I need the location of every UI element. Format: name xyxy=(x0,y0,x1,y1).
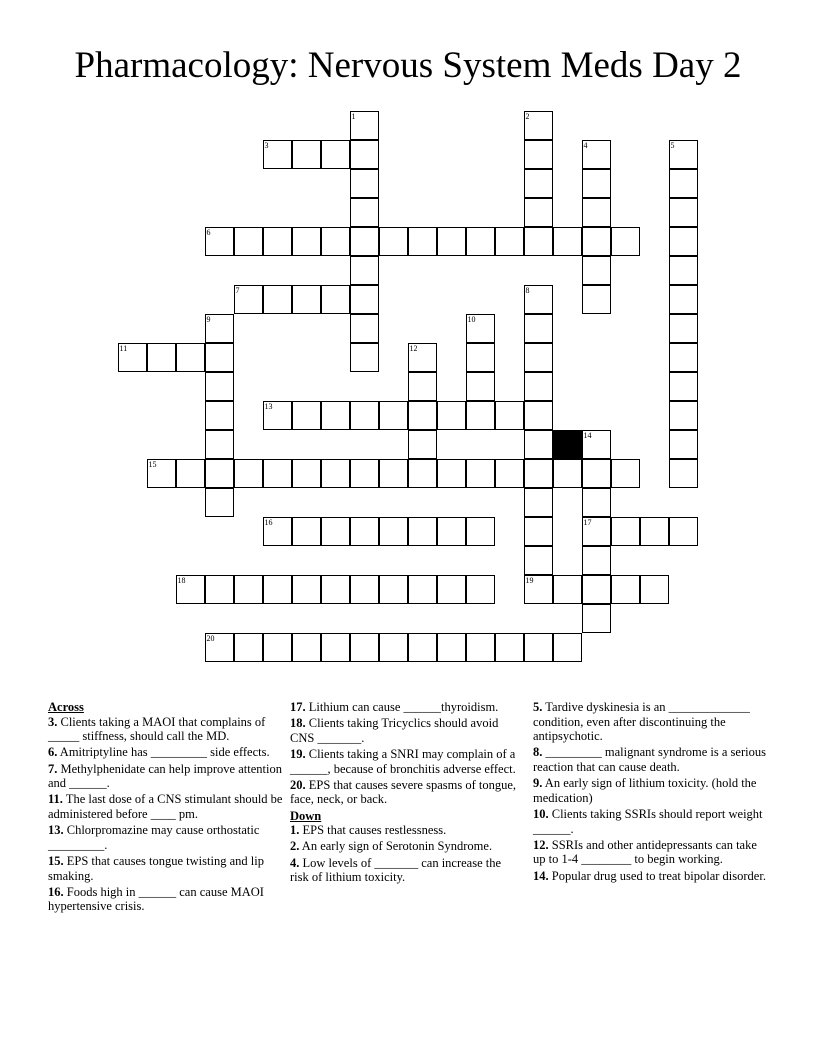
clue-number: 8 xyxy=(525,285,530,295)
puzzle-title: Pharmacology: Nervous System Meds Day 2 xyxy=(74,45,742,86)
grid-cell[interactable] xyxy=(263,633,292,662)
grid-cell[interactable] xyxy=(669,459,698,488)
grid-cell[interactable] xyxy=(495,227,524,256)
grid-cell[interactable] xyxy=(466,633,495,662)
grid-cell[interactable] xyxy=(350,140,379,169)
clue-down-14: 14. Popular drug used to treat bipolar disorder. xyxy=(533,868,766,883)
grid-cell[interactable] xyxy=(147,343,176,372)
clue-number: 15 xyxy=(148,459,157,469)
grid-cell[interactable] xyxy=(408,517,437,546)
grid-cell[interactable] xyxy=(466,372,495,401)
clue-across-7: 7. Methylphenidate can help improve attention and ______. xyxy=(48,761,282,791)
grid-cell[interactable] xyxy=(350,198,379,227)
grid-cell[interactable] xyxy=(524,430,553,459)
grid-cell[interactable] xyxy=(669,401,698,430)
grid-cell[interactable] xyxy=(379,517,408,546)
clue-number: 20 xyxy=(206,633,215,643)
clue-across-13: 13. Chlorpromazine may cause orthostatic _________. xyxy=(48,823,260,852)
clue-number: 3 xyxy=(264,140,269,150)
clue-down-12: 12. SSRIs and other antidepressants can take up to 1-4 ________ to begin working. xyxy=(533,837,757,867)
grid-cell[interactable] xyxy=(118,343,147,372)
clue-number: 11 xyxy=(119,343,128,353)
grid-cell[interactable] xyxy=(582,227,611,256)
clue-down-9: 9. An early sign of lithium toxicity. (hold the medication) xyxy=(533,776,757,805)
grid-cell[interactable] xyxy=(408,372,437,401)
grid-cell[interactable] xyxy=(205,372,234,401)
grid-cell[interactable] xyxy=(234,227,263,256)
grid-cell[interactable] xyxy=(292,140,321,169)
grid-cell[interactable] xyxy=(321,401,350,430)
grid-cell[interactable] xyxy=(524,401,553,430)
grid-cell[interactable] xyxy=(350,459,379,488)
grid-cell[interactable] xyxy=(176,343,205,372)
clue-across-19: 19. Clients taking a SNRI may complain of a ______, because of bronchitis adverse effect. xyxy=(290,746,516,776)
grid-cell[interactable] xyxy=(669,140,698,169)
grid-cell[interactable] xyxy=(611,517,640,546)
grid-cell[interactable] xyxy=(582,517,611,546)
grid-cell[interactable] xyxy=(205,227,234,256)
grid-cell[interactable] xyxy=(234,285,263,314)
grid-cell[interactable] xyxy=(408,459,437,488)
clue-number: 17 xyxy=(583,517,592,527)
clue-across-3: 3. Clients taking a MAOI that complains of _____ stiffness, should call the MD. xyxy=(48,714,266,744)
grid-cell[interactable] xyxy=(553,227,582,256)
grid-cell[interactable] xyxy=(582,285,611,314)
grid-cell[interactable] xyxy=(205,343,234,372)
grid-cell[interactable] xyxy=(582,459,611,488)
grid-cell[interactable] xyxy=(553,459,582,488)
clues-column-3 xyxy=(533,700,769,885)
clue-number: 18 xyxy=(177,575,186,585)
clue-across-11: 11. The last dose of a CNS stimulant should be administered before ____ pm. xyxy=(48,792,283,821)
clue-across-6: 6. Amitriptyline has _________ side effects. xyxy=(48,745,270,760)
clue-number: 19 xyxy=(525,575,534,585)
grid-cell[interactable] xyxy=(669,517,698,546)
clue-down-2: 2. An early sign of Serotonin Syndrome. xyxy=(290,839,493,854)
clue-number: 12 xyxy=(409,343,418,353)
grid-cell[interactable] xyxy=(292,227,321,256)
grid-cell[interactable] xyxy=(263,285,292,314)
clue-across-16: 16. Foods high in ______ can cause MAOI hypertensive crisis. xyxy=(48,884,264,914)
grid-cell[interactable] xyxy=(466,459,495,488)
grid-cell[interactable] xyxy=(292,401,321,430)
grid-cell[interactable] xyxy=(669,343,698,372)
grid-cell[interactable] xyxy=(321,140,350,169)
grid-cell[interactable] xyxy=(350,343,379,372)
grid-cell[interactable] xyxy=(669,198,698,227)
grid-cell[interactable] xyxy=(350,633,379,662)
clue-down-1: 1. EPS that causes restlessness. xyxy=(290,823,447,838)
grid-cell[interactable] xyxy=(176,575,205,604)
clue-number: 14 xyxy=(583,430,592,440)
grid-cell[interactable] xyxy=(582,198,611,227)
grid-cell[interactable] xyxy=(205,633,234,662)
grid-cell[interactable] xyxy=(234,459,263,488)
grid-cell[interactable] xyxy=(553,575,582,604)
grid-cell[interactable] xyxy=(292,517,321,546)
grid-cell[interactable] xyxy=(611,575,640,604)
grid-cell[interactable] xyxy=(524,198,553,227)
grid-cell[interactable] xyxy=(495,401,524,430)
grid-cell[interactable] xyxy=(524,633,553,662)
grid-cell[interactable] xyxy=(582,430,611,459)
grid-cell[interactable] xyxy=(524,343,553,372)
down-heading: Down xyxy=(290,808,322,823)
grid-cell[interactable] xyxy=(669,430,698,459)
grid-cell[interactable] xyxy=(350,401,379,430)
grid-cell[interactable] xyxy=(437,633,466,662)
grid-cell[interactable] xyxy=(176,459,205,488)
clue-number: 10 xyxy=(467,314,476,324)
grid-cell[interactable] xyxy=(640,575,669,604)
grid-cell[interactable] xyxy=(466,401,495,430)
grid-cell[interactable] xyxy=(205,459,234,488)
grid-cell[interactable] xyxy=(263,401,292,430)
grid-cell[interactable] xyxy=(263,459,292,488)
grid-cell[interactable] xyxy=(350,227,379,256)
clue-down-8: 8. _________ malignant syndrome is a serious reaction that can cause death. xyxy=(533,745,766,774)
grid-cell[interactable] xyxy=(350,314,379,343)
grid-cell[interactable] xyxy=(524,459,553,488)
grid-cell[interactable] xyxy=(524,488,553,517)
grid-cell[interactable] xyxy=(553,633,582,662)
clue-number: 2 xyxy=(525,111,530,121)
black-cell xyxy=(553,430,582,459)
clue-across-18: 18. Clients taking Tricyclics should avoid CNS _______. xyxy=(290,716,499,745)
grid-cell[interactable] xyxy=(147,459,176,488)
grid-cell[interactable] xyxy=(205,401,234,430)
clue-number: 13 xyxy=(264,401,273,411)
grid-cell[interactable] xyxy=(205,314,234,343)
grid-cell[interactable] xyxy=(350,169,379,198)
grid-cell[interactable] xyxy=(205,488,234,517)
clue-number: 16 xyxy=(264,517,273,527)
clues-column-1 xyxy=(48,700,284,915)
grid-cell[interactable] xyxy=(524,227,553,256)
grid-cell[interactable] xyxy=(350,285,379,314)
clue-number: 7 xyxy=(235,285,240,295)
grid-cell[interactable] xyxy=(234,575,263,604)
grid-cell[interactable] xyxy=(408,227,437,256)
grid-cell[interactable] xyxy=(321,227,350,256)
grid-cell[interactable] xyxy=(321,517,350,546)
grid-cell[interactable] xyxy=(466,575,495,604)
grid-cell[interactable] xyxy=(408,401,437,430)
grid-cell[interactable] xyxy=(350,517,379,546)
grid-cell[interactable] xyxy=(466,314,495,343)
grid-cell[interactable] xyxy=(524,169,553,198)
grid-cell[interactable] xyxy=(611,459,640,488)
grid-cell[interactable] xyxy=(524,111,553,140)
grid-cell[interactable] xyxy=(321,285,350,314)
clue-number: 4 xyxy=(583,140,588,150)
grid-cell[interactable] xyxy=(582,169,611,198)
grid-cell[interactable] xyxy=(350,111,379,140)
grid-cell[interactable] xyxy=(495,459,524,488)
grid-cell[interactable] xyxy=(669,256,698,285)
grid-cell[interactable] xyxy=(495,633,524,662)
clue-down-10: 10. Clients taking SSRIs should report weight ______. xyxy=(533,806,763,836)
grid-cell[interactable] xyxy=(524,314,553,343)
grid-cell[interactable] xyxy=(524,517,553,546)
grid-cell[interactable] xyxy=(437,459,466,488)
grid-cell[interactable] xyxy=(669,169,698,198)
clue-across-15: 15. EPS that causes tongue twisting and lip smaking. xyxy=(48,853,264,883)
grid-cell[interactable] xyxy=(350,256,379,285)
clue-number: 5 xyxy=(670,140,675,150)
grid-cell[interactable] xyxy=(292,459,321,488)
grid-cell[interactable] xyxy=(611,227,640,256)
grid-cell[interactable] xyxy=(408,430,437,459)
grid-cell[interactable] xyxy=(582,575,611,604)
grid-cell[interactable] xyxy=(669,372,698,401)
grid-cell[interactable] xyxy=(582,256,611,285)
grid-cell[interactable] xyxy=(292,285,321,314)
grid-cell[interactable] xyxy=(669,227,698,256)
grid-cell[interactable] xyxy=(292,633,321,662)
grid-cell[interactable] xyxy=(524,546,553,575)
grid-cell[interactable] xyxy=(466,517,495,546)
grid-cell[interactable] xyxy=(466,343,495,372)
grid-cell[interactable] xyxy=(437,575,466,604)
grid-cell[interactable] xyxy=(263,575,292,604)
grid-cell[interactable] xyxy=(234,633,263,662)
clue-number: 9 xyxy=(206,314,211,324)
grid-cell[interactable] xyxy=(582,488,611,517)
grid-cell[interactable] xyxy=(437,517,466,546)
grid-cell[interactable] xyxy=(321,459,350,488)
grid-cell[interactable] xyxy=(205,430,234,459)
grid-cell[interactable] xyxy=(437,401,466,430)
across-heading: Across xyxy=(48,700,84,714)
grid-cell[interactable] xyxy=(379,227,408,256)
clue-number: 6 xyxy=(206,227,211,237)
clues-column-2 xyxy=(290,700,522,886)
grid-cell[interactable] xyxy=(263,227,292,256)
grid-cell[interactable] xyxy=(669,314,698,343)
grid-cell[interactable] xyxy=(408,575,437,604)
grid-cell[interactable] xyxy=(408,633,437,662)
grid-cell[interactable] xyxy=(582,140,611,169)
grid-cell[interactable] xyxy=(408,343,437,372)
grid-cell[interactable] xyxy=(321,575,350,604)
grid-cell[interactable] xyxy=(582,604,611,633)
grid-cell[interactable] xyxy=(524,575,553,604)
grid-cell[interactable] xyxy=(379,459,408,488)
clue-down-5: 5. Tardive dyskinesia is an _____________ condition, even after discontinuing the antipsychotic. xyxy=(533,700,750,744)
grid-cell[interactable] xyxy=(640,517,669,546)
clue-across-20: 20. EPS that causes severe spasms of tongue, face, neck, or back. xyxy=(290,777,517,807)
grid-cell[interactable] xyxy=(263,517,292,546)
grid-cell[interactable] xyxy=(437,227,466,256)
grid-cell[interactable] xyxy=(582,546,611,575)
grid-cell[interactable] xyxy=(379,575,408,604)
grid-cell[interactable] xyxy=(350,575,379,604)
grid-cell[interactable] xyxy=(524,372,553,401)
grid-cell[interactable] xyxy=(292,575,321,604)
grid-cell[interactable] xyxy=(669,285,698,314)
grid-cell[interactable] xyxy=(321,633,350,662)
grid-cell[interactable] xyxy=(379,633,408,662)
grid-cell[interactable] xyxy=(466,227,495,256)
clue-across-17: 17. Lithium can cause ______thyroidism. xyxy=(290,700,499,714)
grid-cell[interactable] xyxy=(524,140,553,169)
grid-cell[interactable] xyxy=(524,285,553,314)
clue-number: 1 xyxy=(351,111,356,121)
grid-cell[interactable] xyxy=(205,575,234,604)
grid-cell[interactable] xyxy=(379,401,408,430)
grid-cell[interactable] xyxy=(263,140,292,169)
clue-down-4: 4. Low levels of _______ can increase the risk of lithium toxicity. xyxy=(290,855,502,885)
